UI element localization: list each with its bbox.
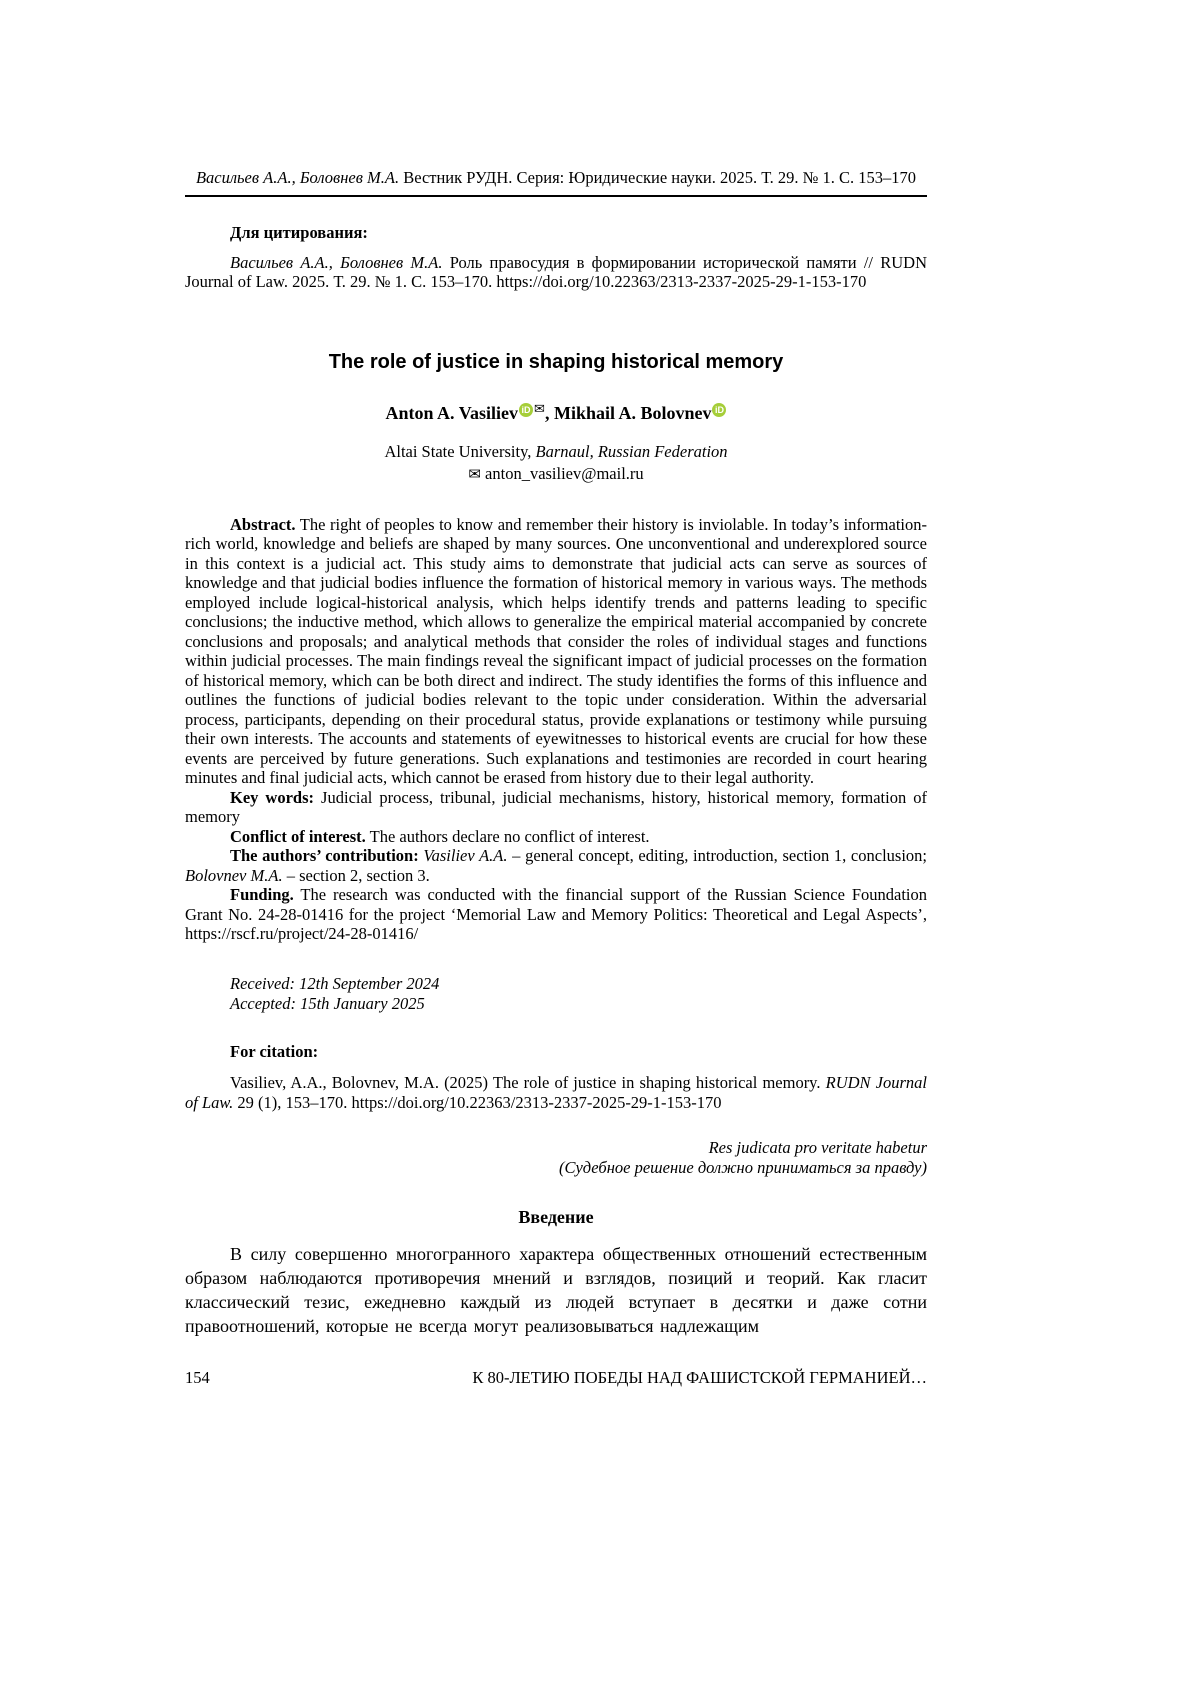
footer-running-title: К 80-ЛЕТИЮ ПОБЕДЫ НАД ФАШИСТСКОЙ ГЕРМАНИЕЙ… [472,1368,927,1387]
citation-en-label: For citation: [230,1041,319,1061]
abstract-label: Abstract. [230,514,296,534]
running-head [185,168,927,188]
authors-separator: , [544,402,554,423]
received-date: Received: 12th September 2024 [230,973,440,993]
keywords-paragraph [185,788,927,827]
epigraph [185,1138,927,1178]
email-address[interactable]: anton_vasiliev@mail.ru [480,463,644,483]
contribution-author-1: Vasiliev A.A. [418,846,508,865]
orcid-icon[interactable]: iD [519,403,533,417]
corresponding-author-envelope-icon[interactable]: ✉ [534,400,545,416]
email-line [185,464,927,485]
author-1-name: Anton A. Vasiliev [385,402,519,423]
citation-ru-paragraph [185,253,927,292]
citation-ru-authors: Васильев А.А., Боловнев М.А. [230,252,443,272]
section-heading-introduction: Введение [518,1207,594,1227]
citation-ru-label: Для цитирования: [230,223,368,242]
affiliation-institution: Altai State University, [384,441,536,461]
page-number: 154 [185,1368,210,1387]
page-footer [185,1368,927,1388]
introduction-paragraph: В силу совершенно многогранного характера общественных отношений естественным образом наблюдаются противоречия мнений и взглядов, позиций и теорий. Как гласит классический тезис, ежедневно каждый из людей вступает в десятки и даже сотни правоотношений, которые не всегда могут реализовываться надлежащим [185,1244,927,1336]
header-rule [185,195,927,197]
article-dates [230,974,927,1014]
author-2-name: Mikhail A. Bolovnev [553,402,712,423]
citation-en-text-after: 29 (1), 153–170. https://doi.org/10.22363/2313-2337-2025-29-1-153-170 [233,1092,722,1112]
epigraph-latin: Res judicata pro veritate habetur [708,1138,927,1157]
running-head-authors: Васильев А.А., Боловнев М.А. [195,168,400,187]
citation-en-paragraph [185,1073,927,1112]
keywords-text: Judicial process, tribunal, judicial mechanisms, history, historical memory, formation of memory [185,787,928,826]
page-content [185,168,927,1356]
contribution-label: The authors’ contribution: [230,846,419,865]
contribution-text-2: – section 2, section 3. [282,865,430,885]
abstract-paragraph [185,515,927,788]
contribution-paragraph [185,846,927,885]
envelope-icon: ✉ [468,466,481,483]
citation-en-journal: RUDN Journal of Law. [185,1073,927,1112]
funding-label: Funding. [230,885,294,904]
conflict-paragraph [185,827,927,847]
citation-en-text-before: Vasiliev, A.A., Bolovnev, M.A. (2025) The role of justice in shaping historical memory. [230,1073,826,1092]
authors-line [185,398,927,424]
conflict-text: The authors declare no conflict of interest. [365,826,650,846]
contribution-author-2: Bolovnev M.A. [185,865,283,885]
funding-paragraph [185,885,927,944]
running-head-journal: Вестник РУДН. Серия: Юридические науки. 2025. Т. 29. № 1. С. 153–170 [399,168,917,187]
affiliation [185,442,927,462]
abstract-text: The right of peoples to know and remember their history is inviolable. In today’s information-rich world, knowledge and beliefs are shaped by many sources. One unconventional and underexplored source in this context is a judicial act. This study aims to demonstrate that judicial acts can serve as sources of knowledge and that judicial bodies influence the formation of historical memory in various ways. The methods employed include logical-historical analysis, which helps identify trends and patterns leading to specific conclusions; the inductive method, which allows to generalize the empirical material accompanied by concrete conclusions and proposals; and analytical methods that consider the roles of individual stages and functions within judicial processes. The main findings reveal the significant impact of judicial processes on the formation of historical memory, which can be both direct and indirect. The study identifies the forms of this influence and outlines the functions of judicial bodies relevant to the topic under consideration. Within the adversarial process, participants, depending on their procedural status, provide explanations or testimony while pursuing their own interests. The accounts and statements of eyewitnesses to historical events are crucial for how these events are perceived by future generations. Such explanations and testimonies are recorded in court hearing minutes and final judicial acts, which cannot be erased from history due to their legal authority. [185,514,927,787]
article-title: The role of justice in shaping historical memory [328,350,784,373]
affiliation-location: Barnaul, Russian Federation [535,441,728,461]
orcid-icon[interactable]: iD [712,403,726,417]
funding-text: The research was conducted with the financial support of the Russian Science Foundation Grant No. 24-28-01416 for the project ‘Memorial Law and Memory Politics: Theoretical and Legal Aspects’, https://rscf.ru/project/24-28-01416/ [185,885,927,943]
citation-ru-text: Роль правосудия в формировании исторической памяти // RUDN Journal of Law. 2025. Т. 29. № 1. С. 153–170. https://doi.org/10.22363/2313-2337-2025-29-1-153-170 [185,252,927,291]
epigraph-translation: (Судебное решение должно приниматься за правду) [558,1158,927,1177]
accepted-date: Accepted: 15th January 2025 [230,993,425,1013]
contribution-text-1: – general concept, editing, introduction, section 1, conclusion; [507,846,927,865]
conflict-label: Conflict of interest. [230,826,366,846]
keywords-label: Key words: [230,787,315,807]
